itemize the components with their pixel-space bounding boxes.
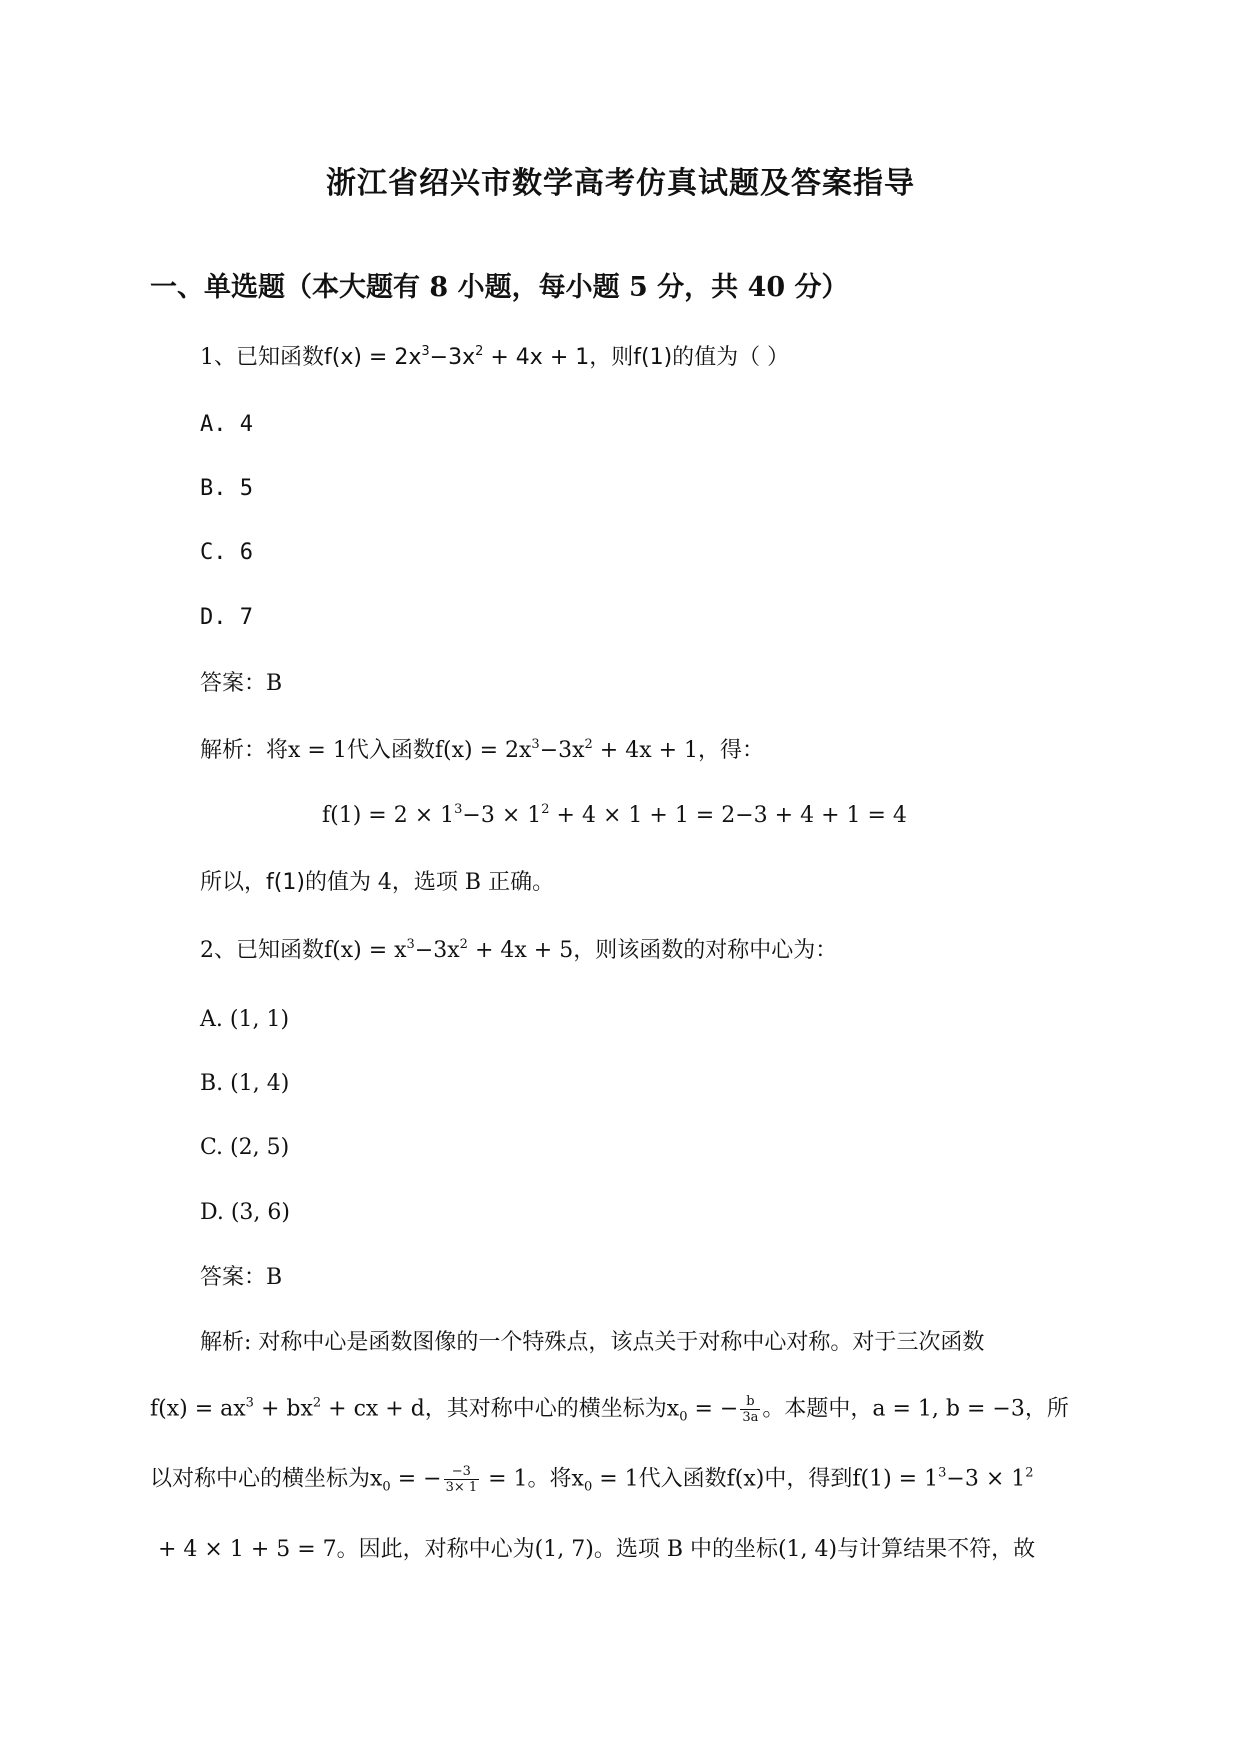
fraction-b-over-3a: $\frac{b}{3a}$ [742, 1394, 759, 1425]
question-1-stem: 1、已知函数$f(x) = 2x^3-3x^2 + 4x + 1$，则f(1)的值为（ ） [200, 344, 790, 370]
section-heading: 一、单选题（本大题有 8 小题，每小题 5 分，共 40 分） [150, 272, 849, 303]
q2-option-a: A. (1, 1) [200, 1007, 290, 1032]
q1-answer: 答案：B [200, 671, 283, 696]
document-title: 浙江省绍兴市数学高考仿真试题及答案指导 [326, 166, 915, 201]
q1-conclusion: 所以，f(1)的值为 4，选项 B 正确。 [200, 870, 555, 895]
q2-option-d: D. (3, 6) [200, 1200, 290, 1225]
q1-option-b: B. 5 [200, 476, 253, 501]
q2-analysis-line-4: + 4 × 1 + 5 = 7。因此，对称中心为(1, 7)。选项 B 中的坐标(1, 4)与计算结果不符，故 [158, 1537, 1036, 1562]
q1-option-a: A. 4 [200, 412, 253, 437]
q2-option-c: C. (2, 5) [200, 1135, 290, 1160]
q1-calculation: $f(1) = 2 \times 1^3-3 \times 1^2 + 4 \times 1 + 1 = 2-3 + 4 + 1 = 4$ [322, 802, 907, 828]
q1-option-d: D. 7 [200, 605, 253, 630]
q2-answer: 答案：B [200, 1265, 283, 1290]
q2-analysis-line-2: $f(x) = ax^3 + bx^2$ + cx + d，其对称中心的横坐标为$x_0$ = − $\frac{b}{3a}$ 。本题中，a = 1, b = −3，所 [150, 1394, 1069, 1425]
question-2-stem: 2、已知函数$f(x) = x^3-3x^2 + 4x + 5$，则该函数的对称中心为： [200, 937, 838, 963]
fraction-neg3-over-3x1: $\frac{-3}{3\times 1}$ [445, 1464, 478, 1495]
q2-option-b: B. (1, 4) [200, 1071, 290, 1096]
q2-analysis-line-1: 解析: 对称中心是函数图像的一个特殊点，该点关于对称中心对称。对于三次函数 [200, 1330, 985, 1355]
q2-analysis-line-3: 以对称中心的横坐标为$x_0$ = − $\frac{-3}{3\times 1}$ = 1。将$x_0 = 1$代入函数f(x)中，得到$f(1) = 1^3-3 \times 1^2$ [150, 1464, 1034, 1495]
q1-option-c: C. 6 [200, 540, 253, 565]
q1-analysis: 解析：将x = 1代入函数$f(x) = 2x^3-3x^2 + 4x + 1$，得： [200, 737, 765, 763]
